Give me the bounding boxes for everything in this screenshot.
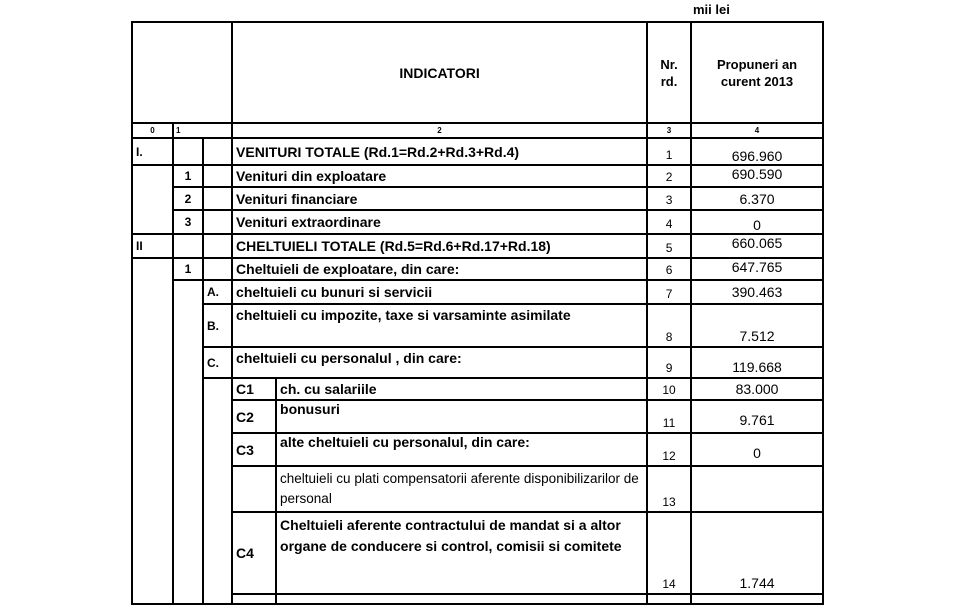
indicator-label: bonusuri bbox=[276, 400, 647, 433]
subindex-cell: 3 bbox=[173, 210, 203, 234]
subindex-cell: 1 bbox=[173, 165, 203, 187]
row-number: 13 bbox=[647, 466, 691, 512]
indicator-label: CHELTUIELI TOTALE (Rd.5=Rd.6+Rd.17+Rd.18) bbox=[232, 234, 647, 258]
row-number: 1 bbox=[647, 138, 691, 165]
subcode-cell: C1 bbox=[232, 378, 276, 400]
table-row bbox=[132, 347, 823, 378]
letter-cell bbox=[203, 138, 232, 165]
header-propuneri: Propuneri an curent 2013 bbox=[691, 22, 823, 123]
table-row bbox=[132, 512, 823, 594]
row-value: 0 bbox=[691, 210, 823, 234]
row-value: 390.463 bbox=[691, 280, 823, 304]
col-number-0: 0 bbox=[132, 123, 173, 138]
letter-cell bbox=[203, 187, 232, 210]
subindex-cell bbox=[173, 234, 203, 258]
table-row bbox=[132, 234, 823, 258]
indicator-label: alte cheltuieli cu personalul, din care: bbox=[276, 433, 647, 466]
row-value: 9.761 bbox=[691, 400, 823, 433]
col-number-2: 2 bbox=[232, 123, 647, 138]
row-number: 4 bbox=[647, 210, 691, 234]
indicator-label: Cheltuieli de exploatare, din care: bbox=[232, 258, 647, 280]
roman-numeral-cell bbox=[132, 165, 173, 187]
indicator-label: cheltuieli cu personalul , din care: bbox=[232, 347, 647, 378]
row-value: 696.960 bbox=[691, 138, 823, 165]
table-row bbox=[132, 210, 823, 234]
indicator-label: Venituri extraordinare bbox=[232, 210, 647, 234]
row-number: 12 bbox=[647, 433, 691, 466]
header-indicatori: INDICATORI bbox=[232, 22, 647, 123]
indicator-label: cheltuieli cu plati compensatorii aferente disponibilizarilor de personal bbox=[276, 466, 647, 512]
row-value: 119.668 bbox=[691, 347, 823, 378]
indicator-label: ch. cu salariile bbox=[276, 378, 647, 400]
row-value bbox=[691, 466, 823, 512]
row-number: 8 bbox=[647, 304, 691, 347]
table-row bbox=[132, 187, 823, 210]
row-number: 9 bbox=[647, 347, 691, 378]
row-value: 83.000 bbox=[691, 378, 823, 400]
table-row bbox=[132, 594, 823, 604]
unit-label: mii lei bbox=[693, 2, 730, 17]
table-row bbox=[132, 304, 823, 347]
row-number: 10 bbox=[647, 378, 691, 400]
table-row bbox=[132, 258, 823, 280]
row-number: 7 bbox=[647, 280, 691, 304]
indicator-label: Cheltuieli aferente contractului de mandat si a altor organe de conducere si control, comisii si comitete bbox=[276, 512, 647, 594]
header-nr: Nr. rd. bbox=[647, 22, 691, 123]
row-number: 3 bbox=[647, 187, 691, 210]
subcode-cell: C2 bbox=[232, 400, 276, 433]
roman-numeral-cell bbox=[132, 258, 173, 594]
column-number-row bbox=[132, 123, 823, 138]
letter-cell bbox=[203, 210, 232, 234]
letter-cell bbox=[203, 258, 232, 280]
subcode-cell: C3 bbox=[232, 433, 276, 466]
indicator-label: cheltuieli cu impozite, taxe si varsaminte asimilate bbox=[232, 304, 647, 347]
row-number: 6 bbox=[647, 258, 691, 280]
roman-numeral-cell: II bbox=[132, 234, 173, 258]
indicator-label: Venituri financiare bbox=[232, 187, 647, 210]
budget-table bbox=[131, 21, 824, 605]
table-row bbox=[132, 280, 823, 304]
table-row bbox=[132, 378, 823, 400]
letter-cell: B. bbox=[203, 304, 232, 347]
subindex-cell bbox=[173, 138, 203, 165]
subcode-cell bbox=[232, 466, 276, 512]
table-row bbox=[132, 433, 823, 466]
indicator-label: VENITURI TOTALE (Rd.1=Rd.2+Rd.3+Rd.4) bbox=[232, 138, 647, 165]
letter-cell bbox=[203, 378, 232, 594]
row-value: 7.512 bbox=[691, 304, 823, 347]
indicator-label: Venituri din exploatare bbox=[232, 165, 647, 187]
roman-numeral-cell bbox=[132, 210, 173, 234]
header-row bbox=[132, 22, 823, 123]
row-number: 2 bbox=[647, 165, 691, 187]
subcode-cell: C4 bbox=[232, 512, 276, 594]
roman-numeral-cell bbox=[132, 187, 173, 210]
subindex-cell: 1 bbox=[173, 258, 203, 280]
subindex-cell: 2 bbox=[173, 187, 203, 210]
row-number: 11 bbox=[647, 400, 691, 433]
table-row bbox=[132, 400, 823, 433]
row-value: 0 bbox=[691, 433, 823, 466]
subindex-cell bbox=[173, 280, 203, 594]
col-number-3: 3 bbox=[647, 123, 691, 138]
letter-cell: A. bbox=[203, 280, 232, 304]
indicator-label: cheltuieli cu bunuri si servicii bbox=[232, 280, 647, 304]
header-blank-cell bbox=[132, 22, 232, 123]
row-value: 647.765 bbox=[691, 258, 823, 280]
table-row bbox=[132, 466, 823, 512]
row-value: 1.744 bbox=[691, 512, 823, 594]
row-value: 690.590 bbox=[691, 165, 823, 187]
table-row bbox=[132, 138, 823, 165]
roman-numeral-cell: I. bbox=[132, 138, 173, 165]
col-number-1: 1 bbox=[173, 123, 232, 138]
row-value: 6.370 bbox=[691, 187, 823, 210]
letter-cell: C. bbox=[203, 347, 232, 378]
row-number: 14 bbox=[647, 512, 691, 594]
row-number: 5 bbox=[647, 234, 691, 258]
table-row bbox=[132, 165, 823, 187]
row-value: 660.065 bbox=[691, 234, 823, 258]
letter-cell bbox=[203, 165, 232, 187]
letter-cell bbox=[203, 234, 232, 258]
col-number-4: 4 bbox=[691, 123, 823, 138]
